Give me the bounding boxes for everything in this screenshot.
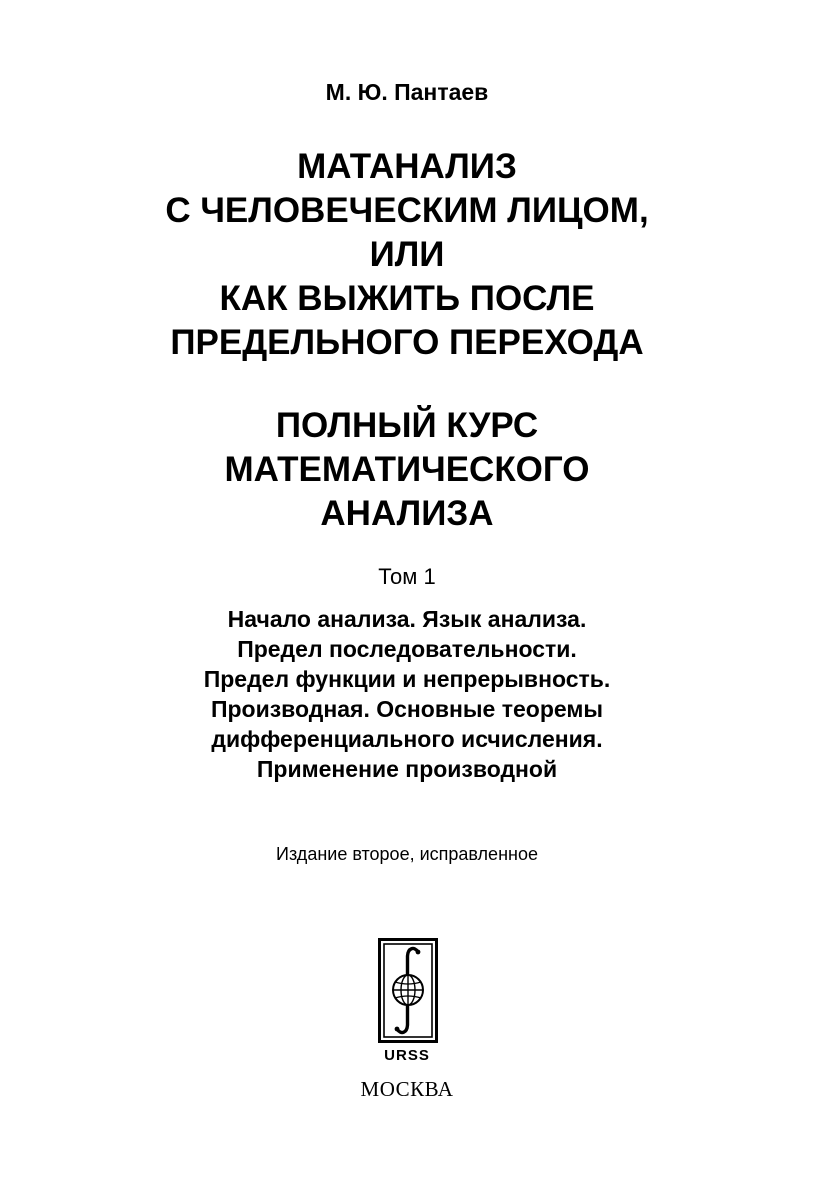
title-line-5: ПРЕДЕЛЬНОГО ПЕРЕХОДА xyxy=(170,323,644,362)
volume-label: Том 1 xyxy=(378,564,436,589)
title-line-2: С ЧЕЛОВЕЧЕСКИМ ЛИЦОМ, xyxy=(165,191,649,230)
contents-line-3: Предел функции и непрерывность. xyxy=(203,666,611,692)
contents-line-6: Применение производной xyxy=(256,756,558,782)
subtitle-line-2: МАТЕМАТИЧЕСКОГО xyxy=(224,450,590,489)
subtitle-line-3: АНАЛИЗА xyxy=(320,494,494,533)
contents-line-1: Начало анализа. Язык анализа. xyxy=(227,606,587,632)
title-line-4: КАК ВЫЖИТЬ ПОСЛЕ xyxy=(219,279,595,318)
subtitle-line-1: ПОЛНЫЙ КУРС xyxy=(275,406,539,445)
contents-line-5: дифференциального исчисления. xyxy=(211,726,603,752)
title-line-3: ИЛИ xyxy=(369,235,445,274)
publisher-city: МОСКВА xyxy=(360,1077,454,1101)
contents-line-2: Предел последовательности. xyxy=(237,636,577,662)
edition-note: Издание второе, исправленное xyxy=(276,844,538,864)
publisher-name: URSS xyxy=(384,1047,430,1064)
title-line-1: МАТАНАЛИЗ xyxy=(297,147,517,186)
urss-logo-icon xyxy=(378,938,438,1043)
author-name: М. Ю. Пантаев xyxy=(325,79,489,105)
contents-line-4: Производная. Основные теоремы xyxy=(210,696,604,722)
